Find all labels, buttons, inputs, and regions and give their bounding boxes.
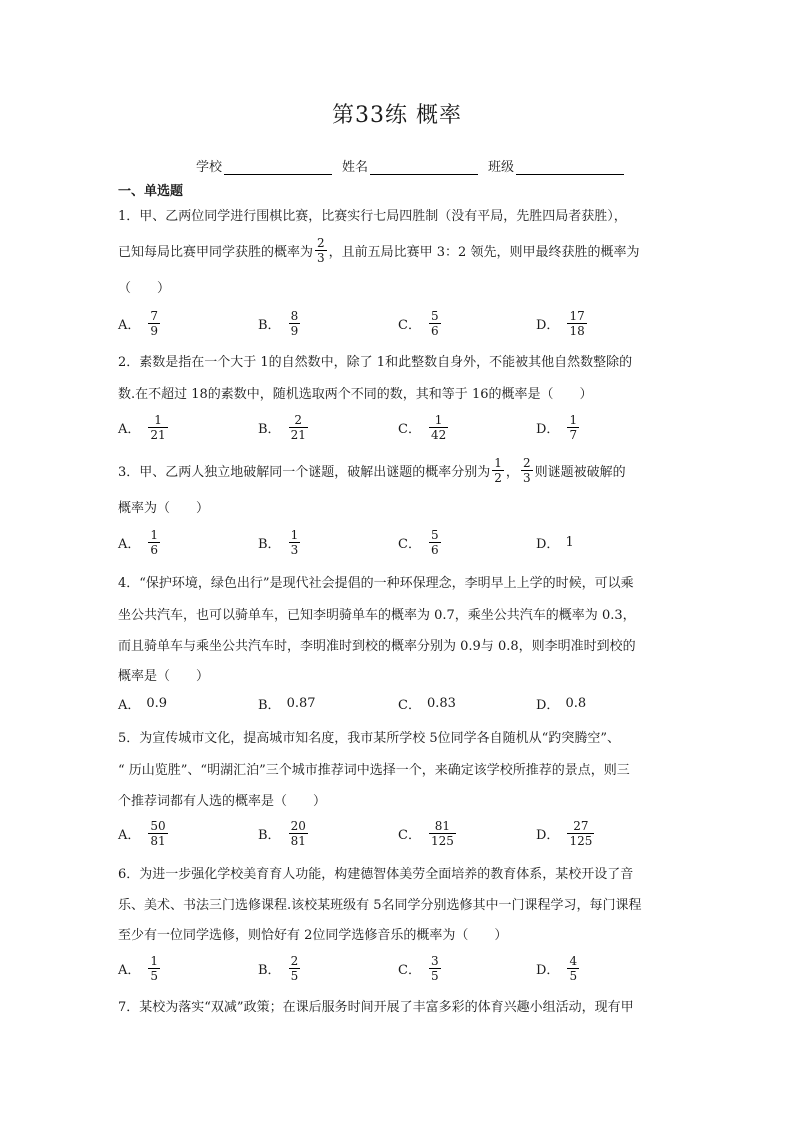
q5-option-c[interactable]: C． $\frac{81}{125}$ bbox=[398, 818, 454, 848]
q3-options bbox=[118, 525, 678, 559]
q2-line2: 数.在不超过 18的素数中，随机选取两个不同的数，其和等于 16的概率是（ ） bbox=[118, 387, 593, 402]
q2-option-a[interactable]: A． $\frac{1}{21}$ bbox=[118, 412, 166, 442]
q3-line1: 3．甲、乙两人独立地破解同一个谜题，破解出谜题的概率分别为 $\frac{1}{2}$ ， $\frac{2}{3}$ 则谜题被破解的 bbox=[118, 456, 626, 485]
school-field[interactable] bbox=[196, 156, 332, 175]
class-label: 班级 bbox=[488, 160, 515, 175]
q6-option-b[interactable]: B． $\frac{2}{5}$ bbox=[258, 953, 299, 983]
section-heading: 一、单选题 bbox=[118, 184, 184, 199]
name-blank[interactable] bbox=[370, 160, 478, 175]
name-label: 姓名 bbox=[342, 160, 369, 175]
q1-line2: 已知每局比赛甲同学获胜的概率为 $\frac{2}{3}$ ，且前五局比赛甲 3：2 领先，则甲最终获胜的概率为 bbox=[118, 236, 640, 265]
q3-option-c[interactable]: C． $\frac{5}{6}$ bbox=[398, 527, 439, 557]
q3-fraction-2: $\frac{2}{3}$ bbox=[522, 456, 531, 485]
q1-line1: 1．甲、乙两位同学进行围棋比赛，比赛实行七局四胜制（没有平局，先胜四局者获胜）， bbox=[118, 209, 627, 224]
q7-line1: 7．某校为落实“双减”政策；在课后服务时间开展了丰富多彩的体育兴趣小组活动，现有甲 bbox=[118, 1000, 634, 1015]
q1-option-a[interactable]: A． $\frac{7}{9}$ bbox=[118, 308, 159, 338]
q3-fraction-1: $\frac{1}{2}$ bbox=[494, 456, 502, 485]
class-blank[interactable] bbox=[516, 160, 624, 175]
q2-option-c[interactable]: C． $\frac{1}{42}$ bbox=[398, 412, 447, 442]
q4-option-a[interactable]: A． 0.9 bbox=[118, 695, 168, 713]
q4-option-c[interactable]: C． 0.83 bbox=[398, 695, 456, 713]
q1-fraction: $\frac{2}{3}$ bbox=[317, 236, 325, 265]
q2-option-d[interactable]: D． $\frac{1}{7}$ bbox=[536, 412, 578, 442]
q3-option-a[interactable]: A． $\frac{1}{6}$ bbox=[118, 527, 159, 557]
q4-line1: 4．“保护环境，绿色出行”是现代社会提倡的一种环保理念，李明早上上学的时候，可以乘 bbox=[118, 576, 634, 591]
q6-line2: 乐、美术、书法三门选修课程.该校某班级有 5名同学分别选修其中一门课程学习，每门课程 bbox=[118, 898, 642, 913]
q5-option-a[interactable]: A． $\frac{50}{81}$ bbox=[118, 818, 166, 848]
q2-line1: 2．素数是指在一个大于 1的自然数中，除了 1和此整数自身外，不能被其他自然数整除的 bbox=[118, 355, 633, 370]
q6-line3: 至少有一位同学选修，则恰好有 2位同学选修音乐的概率为（ ） bbox=[118, 928, 508, 943]
q1-option-d[interactable]: D． $\frac{17}{18}$ bbox=[536, 308, 585, 338]
q2-options bbox=[118, 410, 678, 444]
q4-option-b[interactable]: B． 0.87 bbox=[258, 695, 316, 713]
q1-options bbox=[118, 306, 678, 340]
q1-line3: （ ） bbox=[118, 281, 171, 296]
q5-line2: “ 历山览胜”、“明湖汇泊”三个城市推荐词中选择一个，来确定该学校所推荐的景点，则三 bbox=[118, 763, 630, 778]
school-label: 学校 bbox=[196, 160, 223, 175]
q5-option-b[interactable]: B． $\frac{20}{81}$ bbox=[258, 818, 306, 848]
q4-line2: 坐公共汽车，也可以骑单车，已知李明骑单车的概率为 0.7，乘坐公共汽车的概率为 0.3， bbox=[118, 608, 636, 623]
q4-line4: 概率是（ ） bbox=[118, 669, 210, 684]
q6-options bbox=[118, 951, 678, 985]
page-title: 第33练 概率 bbox=[332, 103, 462, 128]
q3-line2: 概率为（ ） bbox=[118, 501, 210, 516]
q3-option-b[interactable]: B． $\frac{1}{3}$ bbox=[258, 527, 299, 557]
q5-line3: 个推荐词都有人选的概率是（ ） bbox=[118, 794, 327, 809]
q6-option-d[interactable]: D． $\frac{4}{5}$ bbox=[536, 953, 578, 983]
q5-option-d[interactable]: D． $\frac{27}{125}$ bbox=[536, 818, 593, 848]
q2-option-b[interactable]: B． $\frac{2}{21}$ bbox=[258, 412, 306, 442]
name-field[interactable] bbox=[342, 156, 478, 175]
q6-line1: 6．为进一步强化学校美育育人功能，构建德智体美劳全面培养的教育体系，某校开设了音 bbox=[118, 867, 634, 882]
q4-line3: 而且骑单车与乘坐公共汽车时，李明准时到校的概率分别为 0.9与 0.8，则李明准时到校的 bbox=[118, 639, 636, 654]
q4-option-d[interactable]: D． 0.8 bbox=[536, 695, 587, 713]
q6-option-a[interactable]: A． $\frac{1}{5}$ bbox=[118, 953, 159, 983]
school-blank[interactable] bbox=[224, 160, 332, 175]
q1-option-c[interactable]: C． $\frac{5}{6}$ bbox=[398, 308, 439, 338]
q4-options bbox=[118, 686, 678, 720]
class-field[interactable] bbox=[488, 156, 624, 175]
q5-options bbox=[118, 816, 678, 850]
q5-line1: 5．为宣传城市文化，提高城市知名度，我市某所学校 5位同学各自随机从“趵突腾空”、 bbox=[118, 731, 620, 746]
q1-option-b[interactable]: B． $\frac{8}{9}$ bbox=[258, 308, 299, 338]
q3-option-d[interactable]: D． 1 bbox=[536, 534, 574, 552]
q6-option-c[interactable]: C． $\frac{3}{5}$ bbox=[398, 953, 439, 983]
